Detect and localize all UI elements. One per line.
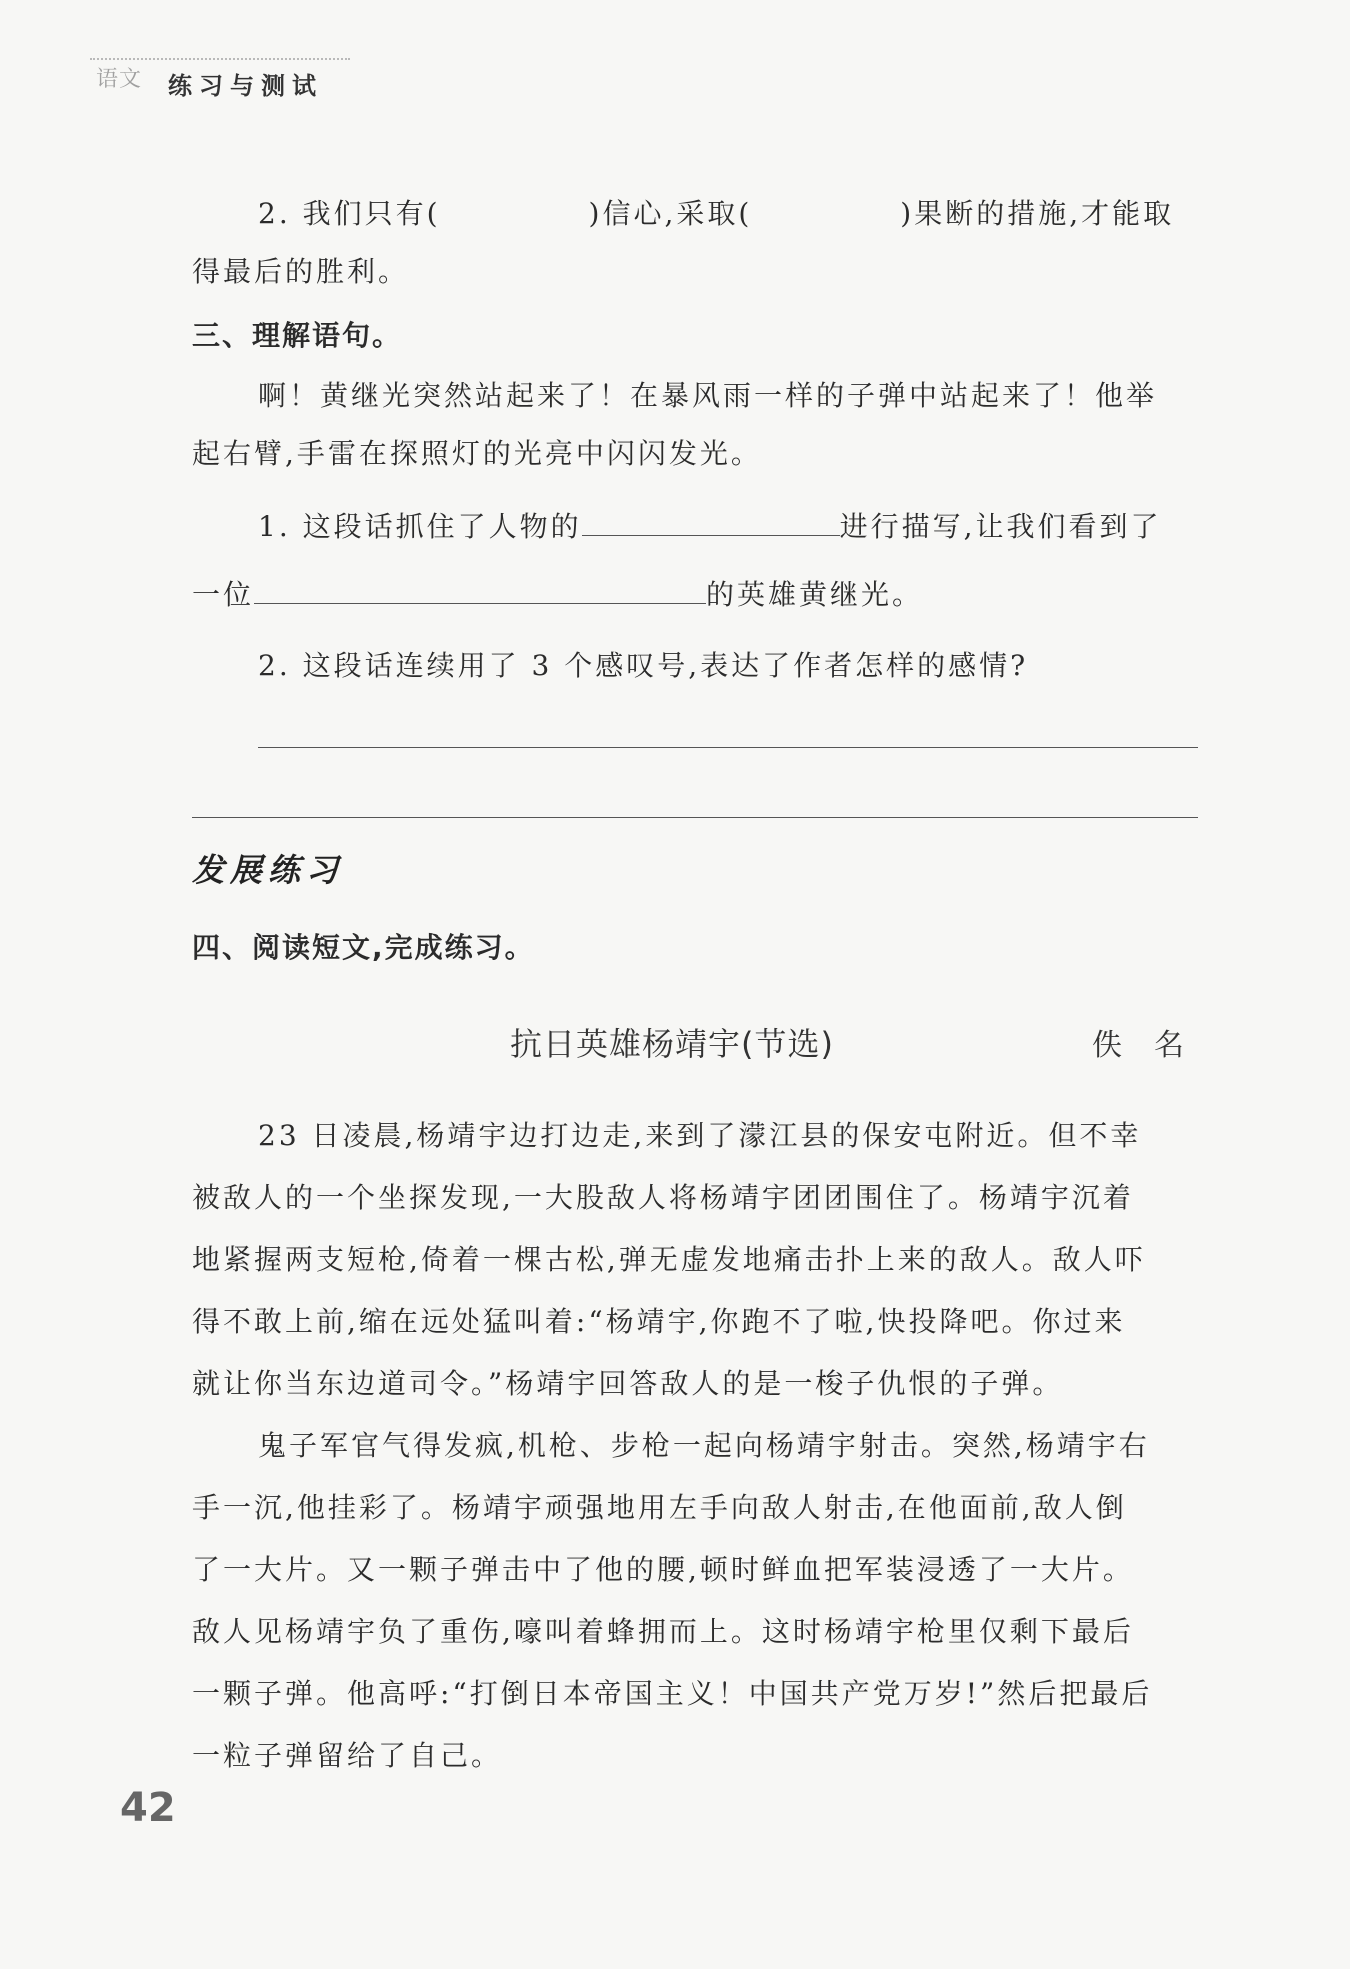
passage-p2-line3: 了一大片。又一颗子弹击中了他的腰,顿时鲜血把军装浸透了一大片。 bbox=[192, 1553, 1134, 1586]
passage-p1-line2: 被敌人的一个坐探发现,一大股敌人将杨靖宇团团围住了。杨靖宇沉着 bbox=[192, 1181, 1134, 1214]
section3-q1-line2 bbox=[192, 573, 923, 613]
q2-text-part2: )信心,采取( bbox=[588, 197, 753, 230]
passage-p1-line4: 得不敢上前,缩在远处猛叫着:“杨靖宇,你跑不了啦,快投降吧。你过来 bbox=[192, 1305, 1126, 1338]
section3-q2-answer-line-2[interactable] bbox=[192, 817, 1198, 818]
passage-p1-line5: 就让你当东边道司令。”杨靖宇回答敌人的是一梭子仇恨的子弹。 bbox=[192, 1367, 1064, 1400]
section3-q2-answer-line-1[interactable] bbox=[258, 747, 1198, 748]
q2-line2: 得最后的胜利。 bbox=[192, 255, 410, 288]
header-dotted-rule bbox=[90, 58, 350, 60]
q2-text-part1: 2. 我们只有( bbox=[258, 197, 441, 230]
passage-p2-line2: 手一沉,他挂彩了。杨靖宇顽强地用左手向敌人射击,在他面前,敌人倒 bbox=[192, 1491, 1127, 1524]
passage-p2-line4: 敌人见杨靖宇负了重伤,嚎叫着蜂拥而上。这时杨靖宇枪里仅剩下最后 bbox=[192, 1615, 1134, 1648]
header-subject: 语文 bbox=[96, 67, 143, 92]
section4-heading: 四、阅读短文,完成练习。 bbox=[192, 931, 535, 964]
passage-title: 抗日英雄杨靖宇(节选) bbox=[510, 1025, 834, 1063]
passage-p1-line3: 地紧握两支短枪,倚着一棵古松,弹无虚发地痛击扑上来的敌人。敌人吓 bbox=[192, 1243, 1146, 1276]
section3-heading: 三、理解语句。 bbox=[192, 319, 403, 352]
passage-p2-line1: 鬼子军官气得发疯,机枪、步枪一起向杨靖宇射击。突然,杨靖宇右 bbox=[258, 1429, 1150, 1462]
section3-q1-answer-blank-1[interactable] bbox=[582, 505, 840, 536]
section3-q1-text-end: 的英雄黄继光。 bbox=[706, 578, 924, 611]
passage-p1-line1: 23 日凌晨,杨靖宇边打边走,来到了濛江县的保安屯附近。但不幸 bbox=[258, 1119, 1142, 1152]
page-header bbox=[90, 52, 370, 100]
q2-text-part3: )果断的措施,才能取 bbox=[900, 197, 1175, 230]
section3-passage-line1: 啊！黄继光突然站起来了！在暴风雨一样的子弹中站起来了！他举 bbox=[258, 379, 1158, 412]
section3-q2: 2. 这段话连续用了 3 个感叹号,表达了作者怎样的感情? bbox=[258, 649, 1029, 682]
section3-q1-text-part2: 进行描写,让我们看到了 bbox=[839, 510, 1162, 543]
development-section-title: 发展练习 bbox=[192, 851, 345, 889]
page-number: 42 bbox=[120, 1785, 176, 1831]
passage-p2-line5: 一颗子弹。他高呼:“打倒日本帝国主义！中国共产党万岁!”然后把最后 bbox=[192, 1677, 1153, 1710]
section3-q1-text-start: 一位 bbox=[192, 578, 255, 611]
passage-author: 佚名 bbox=[1092, 1028, 1216, 1063]
section3-q1-line1 bbox=[258, 505, 1162, 545]
section3-q1-answer-blank-2[interactable] bbox=[254, 573, 706, 604]
section3-q1-text-part1: 1. 这段话抓住了人物的 bbox=[258, 510, 582, 543]
section3-passage-line2: 起右臂,手雷在探照灯的光亮中闪闪发光。 bbox=[192, 437, 762, 470]
q2-line1 bbox=[258, 192, 1174, 232]
passage-p2-line6: 一粒子弹留给了自己。 bbox=[192, 1739, 503, 1772]
header-title: 练习与测试 bbox=[168, 72, 323, 100]
